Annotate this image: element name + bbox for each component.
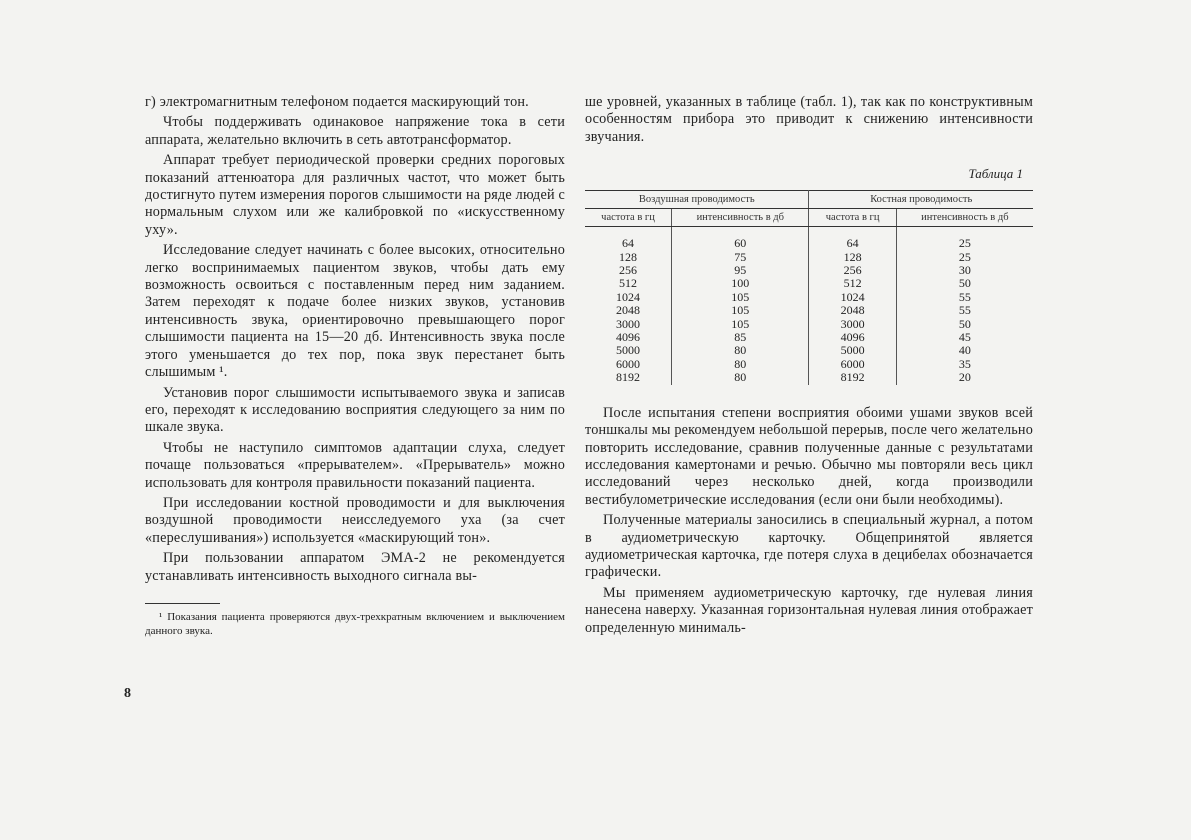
table-cell: 8192 <box>585 371 672 384</box>
left-paragraph: При исследовании костной проводимости и для выключения воздушной проводимости неисследуемого уха (за счет «переслушивания») используется «маскирующий тон». <box>145 494 565 546</box>
page-number: 8 <box>124 686 131 701</box>
table-cell: 6000 <box>809 358 896 371</box>
table-cell: 80 <box>672 358 809 371</box>
table-cell: 100 <box>672 277 809 290</box>
frequency-table <box>585 190 1033 384</box>
sub-header: интенсивность в дб <box>672 209 809 227</box>
left-paragraph: г) электромагнитным телефоном подается маскирующий тон. <box>145 94 529 110</box>
sub-header: частота в гц <box>809 209 896 227</box>
table-cell: 1024 <box>809 291 896 304</box>
table-cell: 30 <box>958 263 971 278</box>
table-cell: 3000 <box>585 318 672 331</box>
table-row <box>585 264 1033 277</box>
table-cell: 512 <box>585 277 672 290</box>
left-column <box>145 94 565 638</box>
table-cell: 5000 <box>809 344 896 357</box>
group-header-bone: Костная проводимость <box>809 191 1033 209</box>
table-cell: 25 <box>958 249 971 264</box>
table-row <box>585 344 1033 357</box>
table-cell: 50 <box>958 316 971 331</box>
table-cell: 85 <box>672 331 809 344</box>
table-cell: 1024 <box>585 291 672 304</box>
left-paragraph: Чтобы не наступило симптомов адаптации слуха, следует почаще пользоваться «прерывателем». «Прерыватель» можно использовать для контроля правильности показаний пациента. <box>145 439 565 491</box>
table-row <box>585 318 1033 331</box>
right-paragraph: Мы применяем аудиометрическую карточку, где нулевая линия нанесена наверху. Указанная горизонтальная нулевая линия отображает определенную минималь- <box>585 584 1033 636</box>
table-cell: 105 <box>672 304 809 317</box>
table-cell: 20 <box>958 370 971 385</box>
table-cell: 64 <box>585 227 672 251</box>
table-cell: 45 <box>958 330 971 345</box>
footnote: ¹ Показания пациента проверяются двух-трехкратным включением и выключением данного звука. <box>145 610 565 637</box>
table-cell: 75 <box>672 251 809 264</box>
table-row <box>585 358 1033 371</box>
table-cell: 4096 <box>585 331 672 344</box>
table-cell: 512 <box>809 277 896 290</box>
left-paragraph: Установив порог слышимости испытываемого звука и записав его, переходят к исследованию восприятия следующего за ним по шкале звука. <box>145 384 565 436</box>
table-caption: Таблица 1 <box>968 166 1023 182</box>
table-cell: 64 <box>809 227 896 251</box>
footnote-rule <box>145 603 220 604</box>
table-cell: 25 <box>958 236 971 251</box>
table-row <box>585 251 1033 264</box>
table-cell: 80 <box>672 344 809 357</box>
table-cell: 256 <box>809 264 896 277</box>
table-row <box>585 227 1033 251</box>
right-intro-paragraph: ше уровней, указанных в таблице (табл. 1), так как по конструктивным особенностям прибора это приводит к снижению интенсивности звучания. <box>585 94 1033 145</box>
right-column <box>585 94 1033 640</box>
group-header-air: Воздушная проводимость <box>585 191 809 209</box>
table-row <box>585 371 1033 384</box>
sub-header: частота в гц <box>585 209 672 227</box>
table-row <box>585 304 1033 317</box>
sub-header: интенсивность в дб <box>896 209 1033 227</box>
table-cell: 105 <box>672 318 809 331</box>
table-cell: 8192 <box>809 371 896 384</box>
right-paragraph: После испытания степени восприятия обоими ушами звуков всей тоншкалы мы рекомендуем небольшой перерыв, после чего желательно повторить исследование, сравнив полученные данные с результатами исследования камертонами и речью. Обычно мы повторяли весь цикл исследований через несколько дней, когда производили вестибулометрические исследования (если они были необходимы). <box>585 404 1033 508</box>
table-cell: 55 <box>958 303 971 318</box>
left-paragraph: Аппарат требует периодической проверки средних пороговых показаний аттенюатора для различных частот, что может быть достигнуто путем измерения порогов слышимости на ряде людей с нормальным слухом или же калибровкой по «искусственному уху». <box>145 152 565 238</box>
table-cell: 6000 <box>585 358 672 371</box>
left-paragraph: При пользовании аппаратом ЭМА-2 не рекомендуется устанавливать интенсивность выходного сигнала вы- <box>145 550 565 584</box>
table-cell: 40 <box>958 343 971 358</box>
table-cell: 4096 <box>809 331 896 344</box>
table-cell: 80 <box>672 371 809 384</box>
table-cell: 95 <box>672 264 809 277</box>
table-cell: 3000 <box>809 318 896 331</box>
table-cell: 55 <box>958 289 971 304</box>
table-cell: 35 <box>958 356 971 371</box>
table-cell: 2048 <box>809 304 896 317</box>
left-paragraph: Чтобы поддерживать одинаковое напряжение тока в сети аппарата, желательно включить в сеть автотрансформатор. <box>145 114 565 148</box>
table-cell: 60 <box>672 227 809 251</box>
table-cell: 256 <box>585 264 672 277</box>
table-cell: 128 <box>585 251 672 264</box>
table-cell: 50 <box>958 276 971 291</box>
table-cell: 2048 <box>585 304 672 317</box>
left-paragraph: Исследование следует начинать с более высоких, относительно легко воспринимаемых пациентом звуков, чтобы дать ему возможность освоиться с поставленным перед ним заданием. Затем переходят к подаче более низких звуков, установив интенсивность звука, ориентировочно превышающего порог слышимости пациента на 15—20 дб. Интенсивность звука после этого уменьшается до тех пор, пока звук перестанет быть слышимым ¹. <box>145 242 565 381</box>
table-cell: 128 <box>809 251 896 264</box>
table-row <box>585 331 1033 344</box>
table-row <box>585 277 1033 290</box>
table-row <box>585 291 1033 304</box>
right-paragraph: Полученные материалы заносились в специальный журнал, а потом в аудиометрическую карточку. Общепринятой является аудиометрическая карточка, где потеря слуха в децибелах обозначается графически. <box>585 512 1033 581</box>
table-cell: 5000 <box>585 344 672 357</box>
table-cell: 105 <box>672 291 809 304</box>
